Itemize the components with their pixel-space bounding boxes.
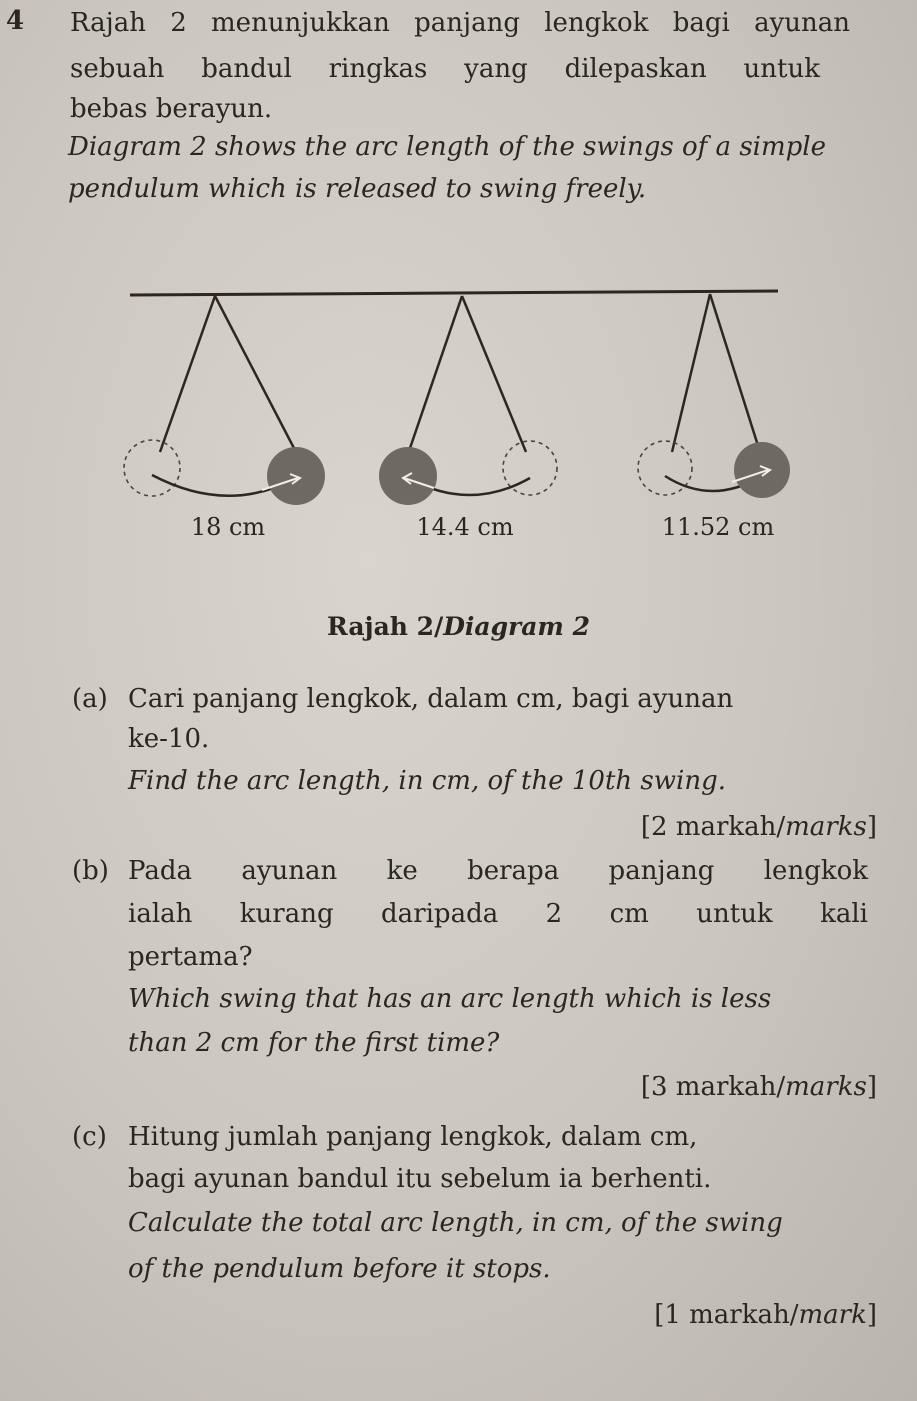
pendulum-swing-2 xyxy=(379,296,557,505)
arc-label-1: 18 cm xyxy=(190,513,266,541)
part-a-malay-line1: Cari panjang lengkok, dalam cm, bagi ayunan xyxy=(128,684,734,714)
part-a-english-line1: Find the arc length, in cm, of the 10th swing. xyxy=(128,766,726,796)
bob xyxy=(734,442,790,498)
part-b-malay-line1: Pada ayunan ke berapa panjang lengkok xyxy=(128,856,868,886)
part-b-english-line2: than 2 cm for the first time? xyxy=(128,1028,500,1058)
part-a-malay-line2: ke-10. xyxy=(128,724,210,754)
string-start-position xyxy=(672,294,710,452)
intro-english-line2: pendulum which is released to swing freely. xyxy=(68,174,647,204)
part-c-label: (c) xyxy=(72,1122,107,1152)
string-end-position xyxy=(215,296,297,454)
pendulum-swing-1 xyxy=(124,296,325,505)
part-b-marks: [3 markah/marks] xyxy=(640,1072,877,1102)
arc-label-2: 14.4 cm xyxy=(416,513,514,541)
part-b-english-line1: Which swing that has an arc length which is less xyxy=(128,984,772,1014)
part-c-malay-line2: bagi ayunan bandul itu sebelum ia berhenti. xyxy=(128,1164,712,1194)
intro-malay-line2: sebuah bandul ringkas yang dilepaskan untuk xyxy=(70,54,820,84)
part-c-malay-line1: Hitung jumlah panjang lengkok, dalam cm, xyxy=(128,1122,698,1152)
arc-label-3: 11.52 cm xyxy=(661,513,775,541)
caption-english: Diagram 2 xyxy=(443,612,590,641)
string-start-position xyxy=(160,296,215,452)
bob-start-outline xyxy=(124,440,180,496)
string-end-position xyxy=(710,294,760,452)
part-b-malay-line3: pertama? xyxy=(128,942,253,972)
intro-malay-line3: bebas berayun. xyxy=(70,94,273,124)
pendulum-swing-3 xyxy=(638,294,790,498)
part-a-label: (a) xyxy=(72,684,108,714)
part-c-english-line2: of the pendulum before it stops. xyxy=(128,1254,551,1284)
part-a-marks: [2 markah/marks] xyxy=(640,812,877,842)
caption-malay: Rajah 2/ xyxy=(327,612,444,641)
string-end-position xyxy=(408,296,462,454)
question-number: 4 xyxy=(6,6,25,36)
string-start-position xyxy=(462,296,526,452)
intro-english-line1: Diagram 2 shows the arc length of the swings of a simple xyxy=(68,132,826,162)
intro-malay-line1: Rajah 2 menunjukkan panjang lengkok bagi ayunan xyxy=(70,8,850,38)
pendulum-diagram xyxy=(0,0,917,600)
support-beam xyxy=(130,291,778,295)
part-b-label: (b) xyxy=(72,856,109,886)
part-c-marks: [1 markah/mark] xyxy=(654,1300,877,1330)
part-c-english-line1: Calculate the total arc length, in cm, of the swing xyxy=(128,1208,783,1238)
diagram-caption xyxy=(0,612,917,641)
part-b-malay-line2: ialah kurang daripada 2 cm untuk kali xyxy=(128,899,868,929)
